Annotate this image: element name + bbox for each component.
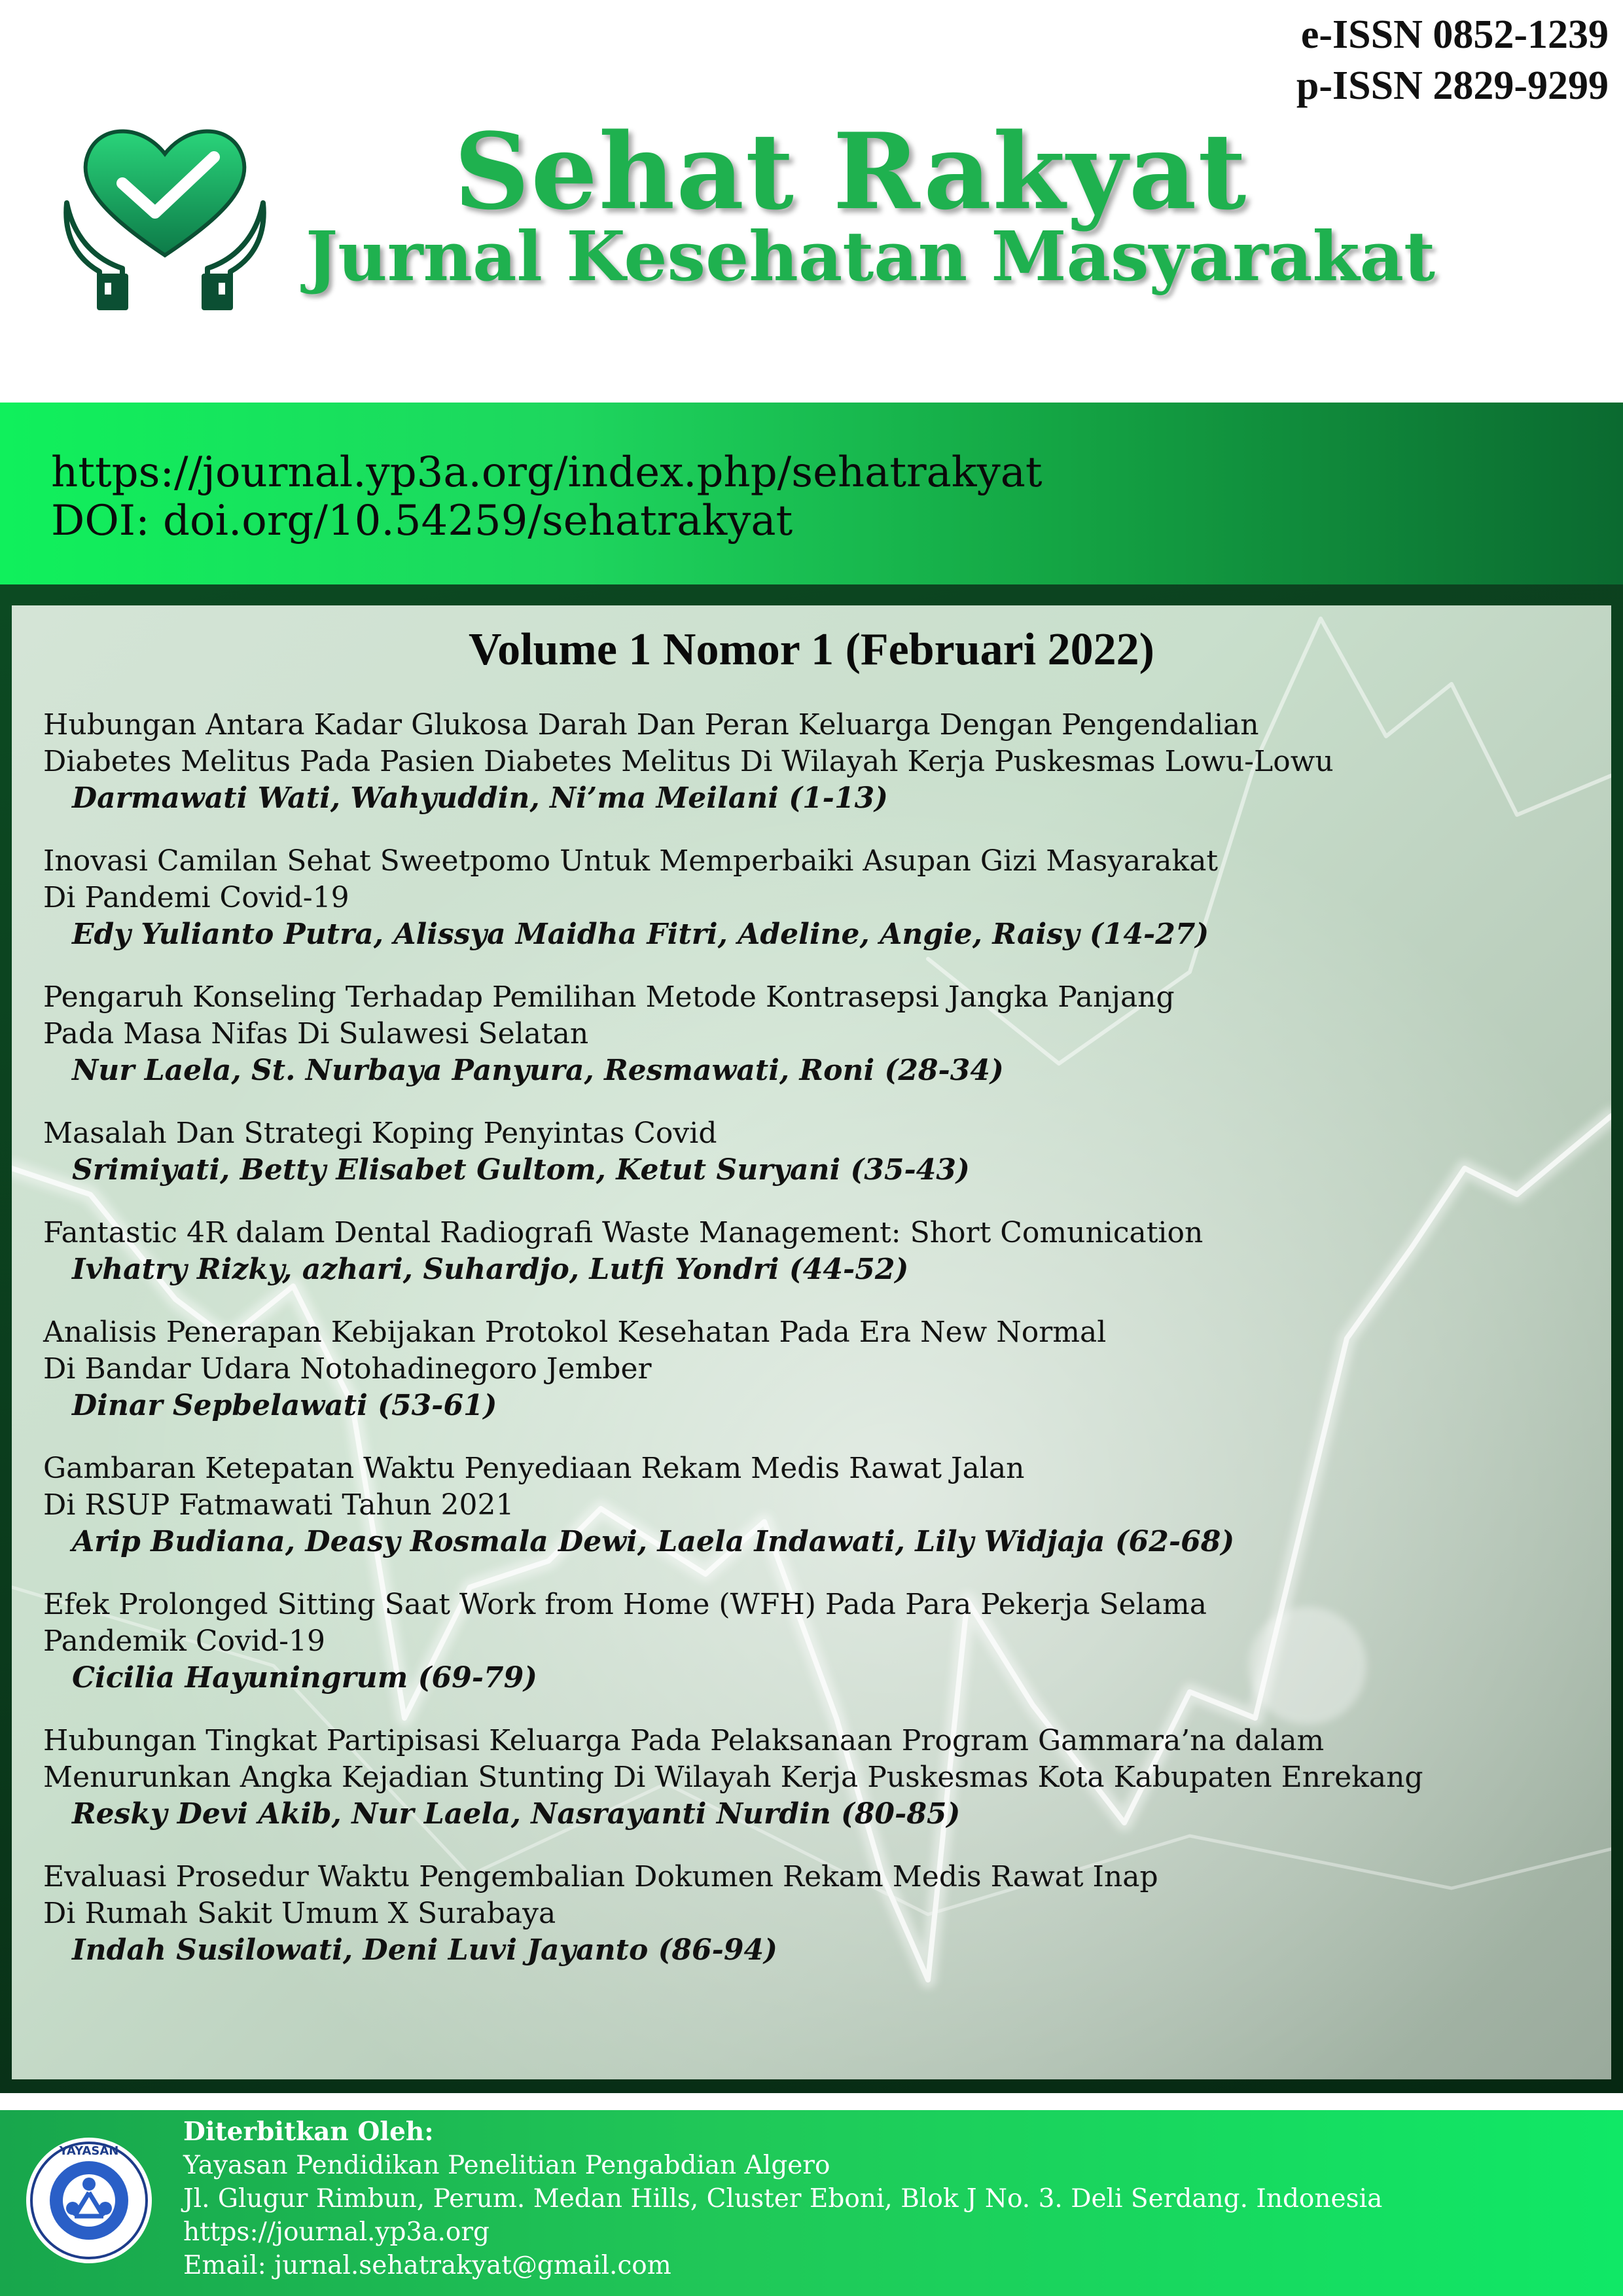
article-entry	[43, 1859, 1588, 1969]
article-authors: Arip Budiana, Deasy Rosmala Dewi, Laela Indawati, Lily Widjaja (62-68)	[72, 1525, 1235, 1558]
article-title[interactable]: Analisis Penerapan Kebijakan Protokol Kesehatan Pada Era New Normal Di Bandar Udara Notohadinegoro Jember	[43, 1316, 1107, 1386]
issn-block	[1296, 9, 1609, 111]
journal-subtitle: Jurnal Kesehatan Masyarakat	[305, 216, 1436, 296]
publisher-address: Jl. Glugur Rimbun, Perum. Medan Hills, Cluster Eboni, Blok J No. 3. Deli Serdang. Indonesia	[183, 2184, 1383, 2214]
article-title[interactable]: Pengaruh Konseling Terhadap Pemilihan Metode Kontrasepsi Jangka Panjang Pada Masa Nifas Di Sulawesi Selatan	[43, 980, 1175, 1050]
article-entry	[43, 1450, 1588, 1560]
publisher-email[interactable]: Email: jurnal.sehatrakyat@gmail.com	[183, 2251, 671, 2280]
article-title[interactable]: Fantastic 4R dalam Dental Radiografi Waste Management: Short Comunication	[43, 1216, 1204, 1249]
journal-doi[interactable]: DOI: doi.org/10.54259/sehatrakyat	[51, 497, 793, 545]
issue-heading: Volume 1 Nomor 1 (Februari 2022)	[469, 624, 1154, 675]
e-issn: e-ISSN 0852-1239	[1300, 12, 1609, 57]
article-authors: Indah Susilowati, Deni Luvi Jayanto (86-94)	[72, 1933, 777, 1967]
article-entry	[43, 979, 1588, 1089]
article-authors: Dinar Sepbelawati (53-61)	[72, 1389, 497, 1422]
footer-divider	[0, 2093, 1623, 2110]
article-entry	[43, 843, 1588, 953]
article-authors: Srimiyati, Betty Elisabet Gultom, Ketut Suryani (35-43)	[72, 1153, 970, 1187]
foundation-seal-icon	[24, 2135, 154, 2266]
article-title[interactable]: Hubungan Tingkat Partipisasi Keluarga Pada Pelaksanaan Program Gammara’na dalam Menurunkan Angka Kejadian Stunting Di Wilayah Kerja Puskesmas Kota Kabupaten Enrekang	[43, 1724, 1423, 1794]
publisher-heading: Diterbitkan Oleh:	[183, 2117, 434, 2147]
article-authors: Darmawati Wati, Wahyuddin, Ni’ma Meilani (1-13)	[72, 781, 888, 815]
publisher-website[interactable]: https://journal.yp3a.org	[183, 2217, 490, 2247]
article-authors: Ivhatry Rizky, azhari, Suhardjo, Lutfi Yondri (44-52)	[72, 1253, 909, 1286]
article-title[interactable]: Masalah Dan Strategi Koping Penyintas Covid	[43, 1117, 717, 1150]
article-title[interactable]: Evaluasi Prosedur Waktu Pengembalian Dokumen Rekam Medis Rawat Inap Di Rumah Sakit Umum X Surabaya	[43, 1860, 1158, 1930]
article-entry	[43, 1723, 1588, 1833]
article-authors: Cicilia Hayuningrum (69-79)	[72, 1661, 538, 1695]
publisher-footer	[0, 2110, 1623, 2296]
article-authors: Resky Devi Akib, Nur Laela, Nasrayanti Nurdin (80-85)	[72, 1797, 961, 1831]
publisher-name: Yayasan Pendidikan Penelitian Pengabdian Algero	[183, 2151, 830, 2180]
article-title[interactable]: Hubungan Antara Kadar Glukosa Darah Dan Peran Keluarga Dengan Pengendalian Diabetes Melitus Pada Pasien Diabetes Melitus Di Wilayah Kerja Puskesmas Lowu-Lowu	[43, 708, 1334, 778]
p-issn: p-ISSN 2829-9299	[1296, 63, 1609, 108]
article-authors: Nur Laela, St. Nurbaya Panyura, Resmawati, Roni (28-34)	[72, 1054, 1004, 1087]
url-band	[0, 403, 1623, 584]
article-entry	[43, 707, 1588, 817]
table-of-contents-panel	[12, 605, 1611, 2079]
article-title[interactable]: Inovasi Camilan Sehat Sweetpomo Untuk Memperbaiki Asupan Gizi Masyarakat Di Pandemi Covid-19	[43, 844, 1219, 914]
article-list	[43, 707, 1588, 1995]
article-entry	[43, 1115, 1588, 1189]
article-entry	[43, 1215, 1588, 1288]
seal-text: YAYASAN	[59, 2144, 119, 2158]
journal-title: Sehat Rakyat	[454, 110, 1248, 233]
article-entry	[43, 1587, 1588, 1696]
article-title[interactable]: Efek Prolonged Sitting Saat Work from Home (WFH) Pada Para Pekerja Selama Pandemik Covid-19	[43, 1588, 1207, 1658]
publisher-info	[183, 2115, 1382, 2282]
journal-url[interactable]: https://journal.yp3a.org/index.php/sehatrakyat	[51, 448, 1043, 497]
article-title[interactable]: Gambaran Ketepatan Waktu Penyediaan Rekam Medis Rawat Jalan Di RSUP Fatmawati Tahun 2021	[43, 1452, 1025, 1522]
article-entry	[43, 1314, 1588, 1424]
article-authors: Edy Yulianto Putra, Alissya Maidha Fitri, Adeline, Angie, Raisy (14-27)	[72, 918, 1209, 951]
